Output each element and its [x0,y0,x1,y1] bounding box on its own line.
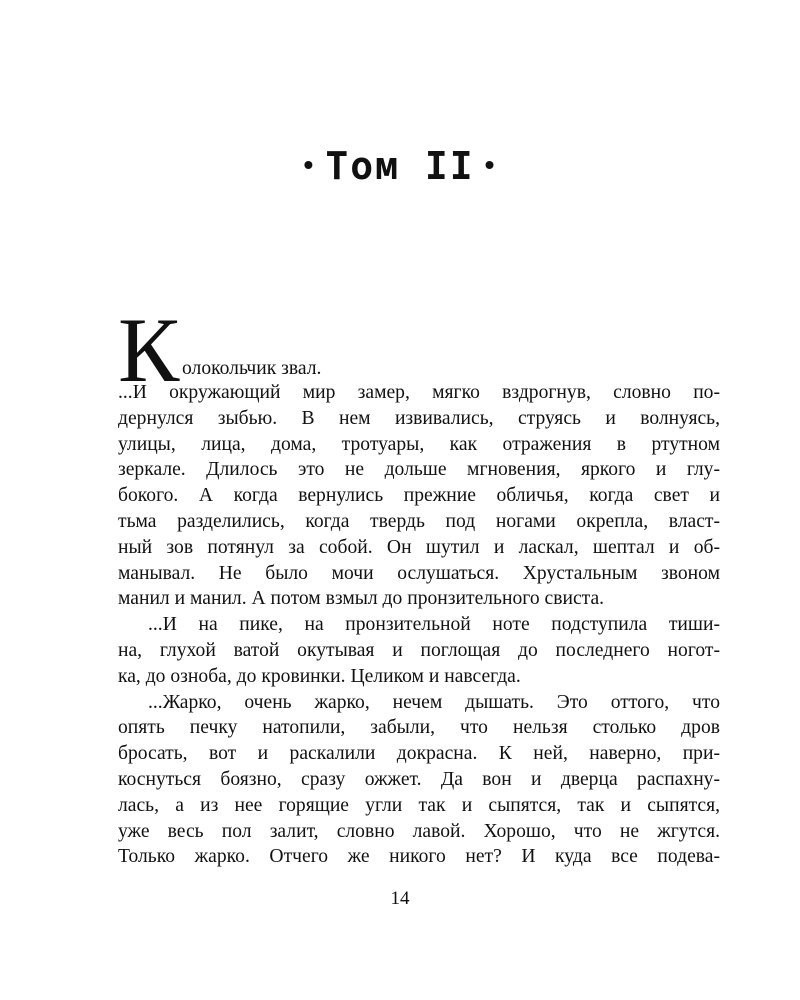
text-line: манывал. Не было мочи ослушаться. Хрустальным звоном [118,562,720,584]
body-text [118,299,720,870]
text-line: ...Жарко, очень жарко, нечем дышать. Это оттого, что [148,691,720,713]
text-line: зеркале. Длилось это не дольше мгновения, яркого и глу- [118,459,720,481]
text-line: бокого. А когда вернулись прежние обличья, когда свет и [118,485,720,507]
text-line: Только жарко. Отчего же никого нет? И куда все подева- [118,846,720,868]
drop-cap: К [118,299,180,401]
text-line: бросать, вот и раскалили докрасна. К ней, наверно, при- [118,743,720,765]
text-line: дернулся зыбью. В нем извивались, струясь и волнуясь, [118,407,720,429]
text-line: на, глухой ватой окутывая и поглощая до последнего ногот- [118,639,720,661]
text-line: манил и манил. А потом взмыл до пронзительного свиста. [118,588,605,610]
text-line: ...И на пике, на пронзительной ноте подступила тиши- [148,614,720,636]
text-line: ка, до озноба, до кровинки. Целиком и навсегда. [118,665,521,687]
page-number: 14 [390,888,410,909]
text-line: улицы, лица, дома, тротуары, как отражения в ртутном [118,433,720,455]
chapter-heading [0,140,800,195]
text-line: коснуться боязно, сразу ожжет. Да вон и дверца распахну- [118,768,720,790]
text-line: уже весь пол залит, словно лавой. Хорошо, что не жгутся. [118,820,720,842]
text-line: ный зов потянул за собой. Он шутил и ласкал, шептал и об- [118,536,720,558]
text-lines [118,380,720,870]
text-line: тьма разделились, когда твердь под ногами окрепла, власт- [118,510,720,532]
chapter-title: Том II [325,144,475,188]
first-line-text: олокольчик звал. [182,358,322,379]
heading-bullet-left: • [303,148,316,180]
heading-bullet-right: • [484,148,497,180]
text-line: опять печку натопили, забыли, что нельзя столько дров [118,717,720,739]
text-line: лась, а из нее горящие угли так и сыпятся, так и сыпятся, [118,794,720,816]
text-line: ...И окружающий мир замер, мягко вздрогнув, словно по- [118,382,720,403]
